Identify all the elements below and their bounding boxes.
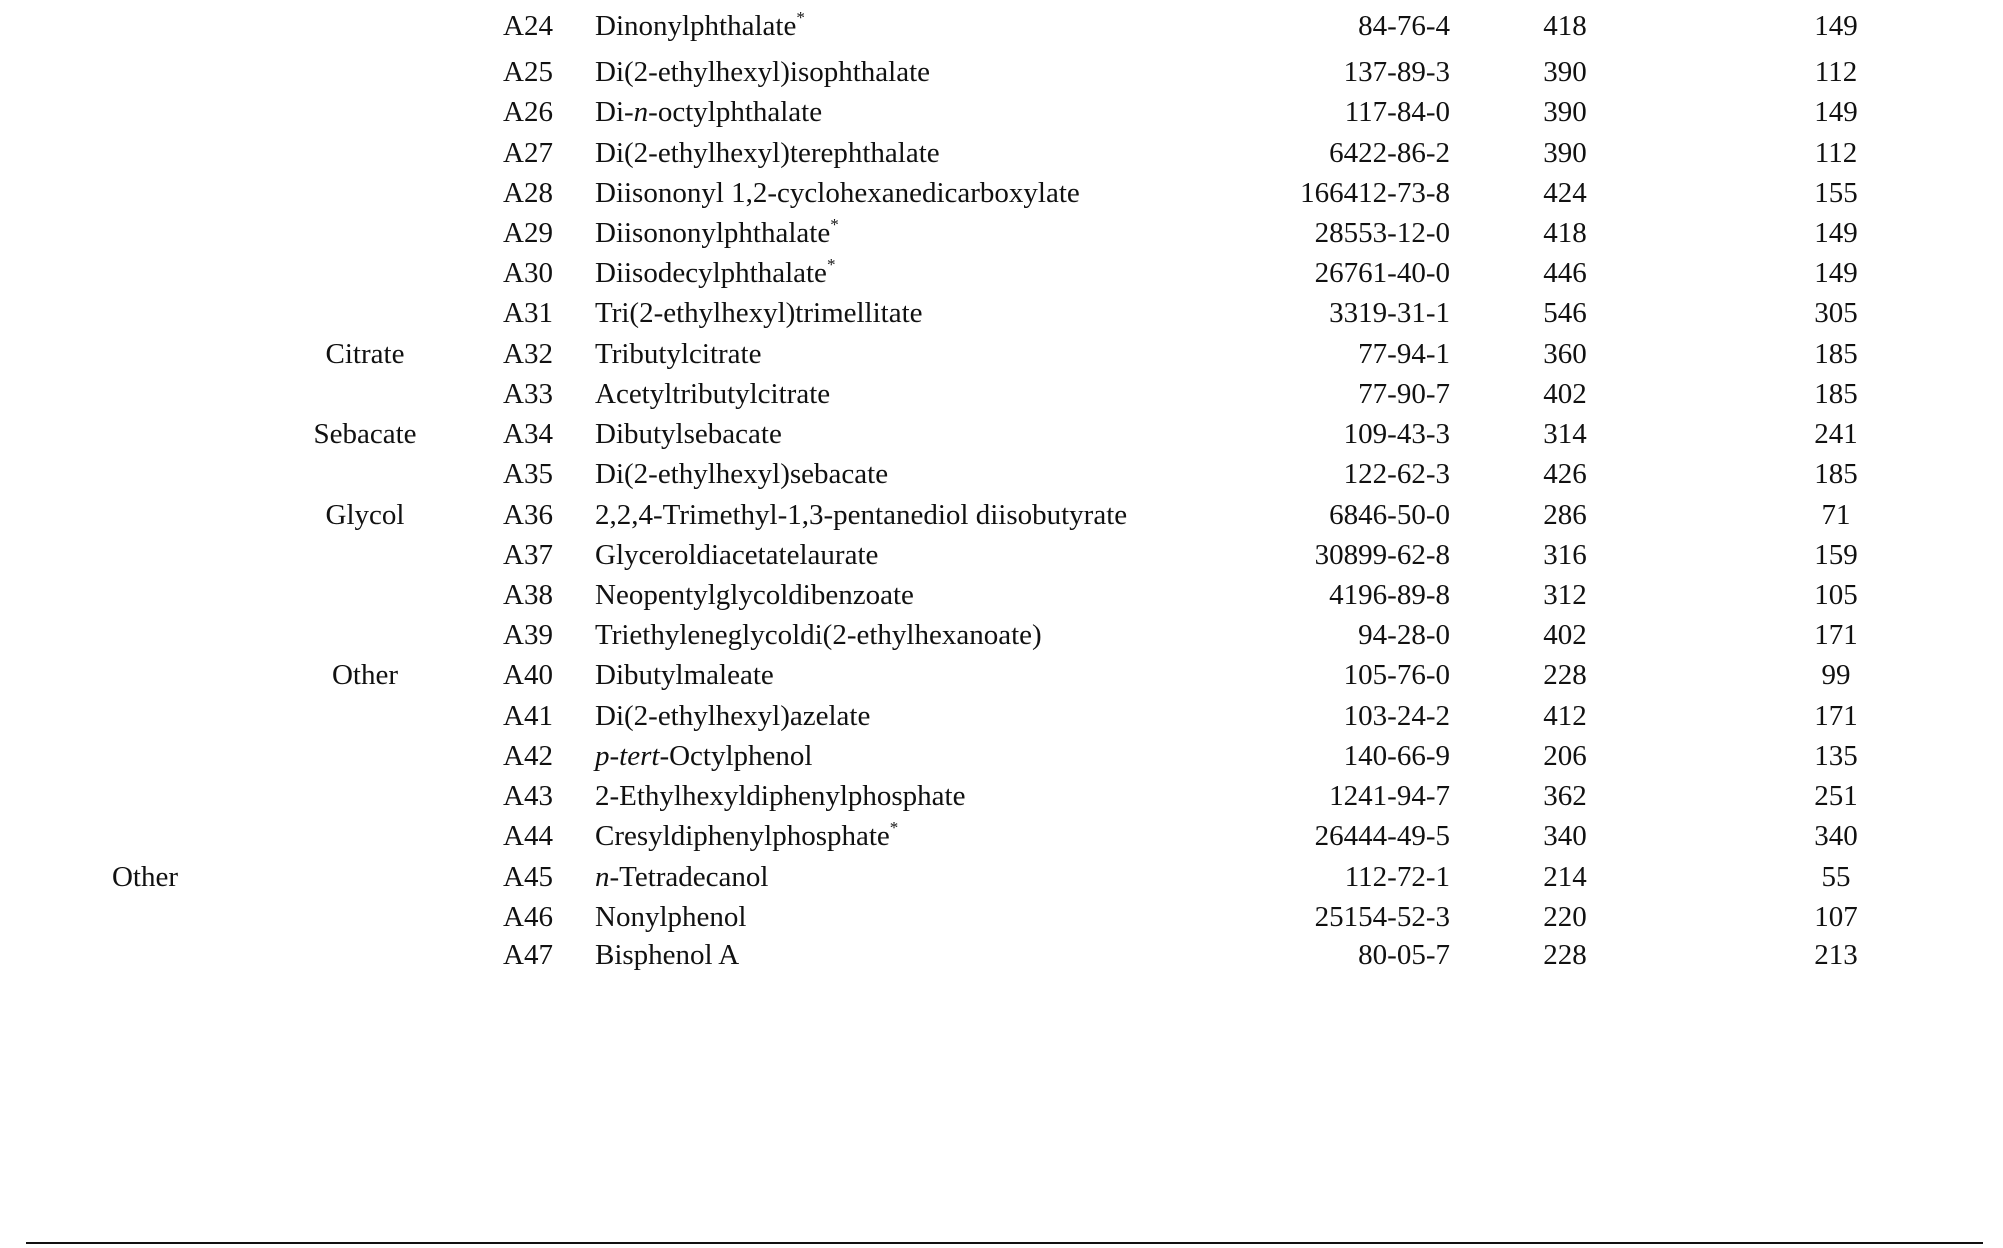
code-cell: A25 [503, 56, 553, 88]
molecular-weight-cell: 220 [1543, 901, 1587, 933]
code-cell: A39 [503, 619, 553, 651]
cas-number-cell: 103-24-2 [1343, 700, 1450, 732]
code-cell: A37 [503, 539, 553, 571]
code-cell: A35 [503, 458, 553, 490]
quantitation-ion-cell: 112 [1814, 56, 1858, 88]
cas-number-cell: 84-76-4 [1358, 10, 1450, 42]
quantitation-ion-cell: 213 [1814, 939, 1858, 971]
cas-number-cell: 25154-52-3 [1314, 901, 1450, 933]
quantitation-ion-cell: 171 [1814, 619, 1858, 651]
subclass-cell: Other [331, 659, 399, 691]
molecular-weight-cell: 426 [1543, 458, 1587, 490]
cas-number-cell: 109-43-3 [1343, 418, 1450, 450]
compound-name: -Tetradecanol [609, 861, 769, 893]
compound-name: 2-Ethylhexyldiphenylphosphate [595, 780, 966, 812]
compound-name: Diisodecylphthalate [595, 257, 827, 289]
quantitation-ion-cell: 149 [1814, 217, 1858, 249]
code-cell: A29 [503, 217, 553, 249]
cas-number-cell: 28553-12-0 [1314, 217, 1450, 249]
cas-number-cell: 112-72-1 [1344, 861, 1450, 893]
compound-name: Tributylcitrate [595, 338, 762, 370]
molecular-weight-cell: 412 [1543, 700, 1587, 732]
molecular-weight-cell: 418 [1543, 217, 1587, 249]
code-cell: A38 [503, 579, 553, 611]
cas-number-cell: 117-84-0 [1344, 96, 1450, 128]
cas-number-cell: 4196-89-8 [1329, 579, 1450, 611]
cas-number-cell: 1241-94-7 [1329, 780, 1450, 812]
molecular-weight-cell: 228 [1543, 939, 1587, 971]
quantitation-ion-cell: 340 [1814, 820, 1858, 852]
quantitation-ion-cell: 99 [1821, 659, 1851, 691]
quantitation-ion-cell: 149 [1814, 257, 1858, 289]
molecular-weight-cell: 446 [1543, 257, 1587, 289]
compound-name-italic: n [595, 861, 610, 893]
cas-number-cell: 105-76-0 [1343, 659, 1450, 691]
quantitation-ion-cell: 155 [1814, 177, 1858, 209]
molecular-weight-cell: 228 [1543, 659, 1587, 691]
cas-number-cell: 122-62-3 [1343, 458, 1450, 490]
cas-number-cell: 166412-73-8 [1300, 177, 1450, 209]
code-cell: A47 [503, 939, 553, 971]
compound-name-italic: n [633, 96, 649, 128]
molecular-weight-cell: 424 [1543, 177, 1587, 209]
molecular-weight-cell: 316 [1543, 539, 1587, 571]
cas-number-cell: 26444-49-5 [1314, 820, 1450, 852]
compound-name: Glyceroldiacetatelaurate [595, 539, 879, 571]
footnote-asterisk: * [796, 8, 805, 27]
quantitation-ion-cell: 185 [1814, 338, 1858, 370]
code-cell: A45 [503, 861, 553, 893]
quantitation-ion-cell: 135 [1814, 740, 1858, 772]
table-bottom-rule [26, 1242, 1983, 1244]
molecular-weight-cell: 340 [1543, 820, 1587, 852]
code-cell: A27 [503, 137, 553, 169]
quantitation-ion-cell: 107 [1814, 901, 1858, 933]
subclass-cell: Glycol [325, 499, 405, 531]
cas-number-cell: 80-05-7 [1358, 939, 1450, 971]
cas-number-cell: 137-89-3 [1343, 56, 1450, 88]
table-row [0, 929, 2003, 981]
compound-name: Triethyleneglycoldi(2-ethylhexanoate) [595, 619, 1042, 651]
cas-number-cell: 94-28-0 [1358, 619, 1450, 651]
cas-number-cell: 6846-50-0 [1329, 499, 1450, 531]
compound-name: 2,2,4-Trimethyl-1,3-pentanediol diisobutyrate [595, 499, 1128, 531]
code-cell: A36 [503, 499, 553, 531]
compound-name: Bisphenol A [595, 939, 740, 971]
code-cell: A34 [503, 418, 553, 450]
compound-name: -octylphthalate [648, 96, 823, 128]
molecular-weight-cell: 214 [1543, 861, 1587, 893]
compound-name: Di(2-ethylhexyl)azelate [595, 700, 871, 732]
code-cell: A46 [503, 901, 553, 933]
molecular-weight-cell: 390 [1543, 96, 1587, 128]
molecular-weight-cell: 362 [1543, 780, 1587, 812]
compound-name: Di(2-ethylhexyl)terephthalate [595, 137, 940, 169]
quantitation-ion-cell: 149 [1814, 10, 1858, 42]
code-cell: A26 [503, 96, 553, 128]
footnote-asterisk: * [889, 818, 899, 837]
quantitation-ion-cell: 185 [1814, 378, 1858, 410]
quantitation-ion-cell: 185 [1814, 458, 1858, 490]
molecular-weight-cell: 314 [1543, 418, 1587, 450]
cas-number-cell: 77-90-7 [1358, 378, 1450, 410]
compound-name: Dibutylsebacate [595, 418, 782, 450]
code-cell: A32 [503, 338, 553, 370]
molecular-weight-cell: 390 [1543, 137, 1587, 169]
code-cell: A40 [503, 659, 553, 691]
molecular-weight-cell: 286 [1543, 499, 1587, 531]
code-cell: A42 [503, 740, 553, 772]
compound-name-cell [595, 929, 739, 981]
compound-name: -Octylphenol [659, 740, 813, 772]
class-cell: Other [111, 861, 179, 893]
table-row [0, 0, 2003, 52]
quantitation-ion-cell: 112 [1814, 137, 1858, 169]
molecular-weight-cell: 418 [1543, 10, 1587, 42]
compound-name: Dibutylmaleate [595, 659, 774, 691]
molecular-weight-cell: 546 [1543, 297, 1587, 329]
subclass-cell: Sebacate [313, 418, 417, 450]
code-cell: A24 [503, 10, 553, 42]
subclass-cell: Citrate [325, 338, 405, 370]
molecular-weight-cell: 390 [1543, 56, 1587, 88]
footnote-asterisk: * [826, 255, 836, 274]
compound-name: Di(2-ethylhexyl)isophthalate [595, 56, 931, 88]
molecular-weight-cell: 402 [1543, 619, 1587, 651]
footnote-asterisk: * [830, 215, 839, 234]
cas-number-cell: 26761-40-0 [1314, 257, 1450, 289]
quantitation-ion-cell: 305 [1814, 297, 1858, 329]
compound-name: Cresyldiphenylphosphate [595, 820, 890, 852]
code-cell: A44 [503, 820, 553, 852]
compound-name: Nonylphenol [595, 901, 747, 933]
molecular-weight-cell: 360 [1543, 338, 1587, 370]
code-cell: A30 [503, 257, 553, 289]
compound-name: Tri(2-ethylhexyl)trimellitate [595, 297, 923, 329]
code-cell: A41 [503, 700, 553, 732]
cas-number-cell: 77-94-1 [1358, 338, 1450, 370]
quantitation-ion-cell: 251 [1814, 780, 1858, 812]
compound-name: Di(2-ethylhexyl)sebacate [595, 458, 889, 490]
compound-name: Neopentylglycoldibenzoate [595, 579, 914, 611]
quantitation-ion-cell: 71 [1821, 499, 1851, 531]
quantitation-ion-cell: 171 [1814, 700, 1858, 732]
code-cell: A31 [503, 297, 553, 329]
code-cell: A28 [503, 177, 553, 209]
quantitation-ion-cell: 55 [1821, 861, 1851, 893]
cas-number-cell: 6422-86-2 [1329, 137, 1450, 169]
molecular-weight-cell: 206 [1543, 740, 1587, 772]
quantitation-ion-cell: 159 [1814, 539, 1858, 571]
molecular-weight-cell: 402 [1543, 378, 1587, 410]
compound-name: Dinonylphthalate [595, 10, 797, 42]
compound-name: Acetyltributylcitrate [595, 378, 831, 410]
quantitation-ion-cell: 105 [1814, 579, 1858, 611]
cas-number-cell: 140-66-9 [1343, 740, 1450, 772]
compound-name-cell [595, 0, 805, 52]
compound-name: Diisononylphthalate [595, 217, 831, 249]
compound-name-prefix: Di- [595, 96, 634, 128]
quantitation-ion-cell: 241 [1814, 418, 1858, 450]
quantitation-ion-cell: 149 [1814, 96, 1858, 128]
compound-name: Diisononyl 1,2-cyclohexanedicarboxylate [595, 177, 1080, 209]
code-cell: A33 [503, 378, 553, 410]
compound-name-italic: p-tert [595, 740, 660, 772]
cas-number-cell: 3319-31-1 [1329, 297, 1450, 329]
cas-number-cell: 30899-62-8 [1314, 539, 1450, 571]
molecular-weight-cell: 312 [1543, 579, 1587, 611]
code-cell: A43 [503, 780, 553, 812]
